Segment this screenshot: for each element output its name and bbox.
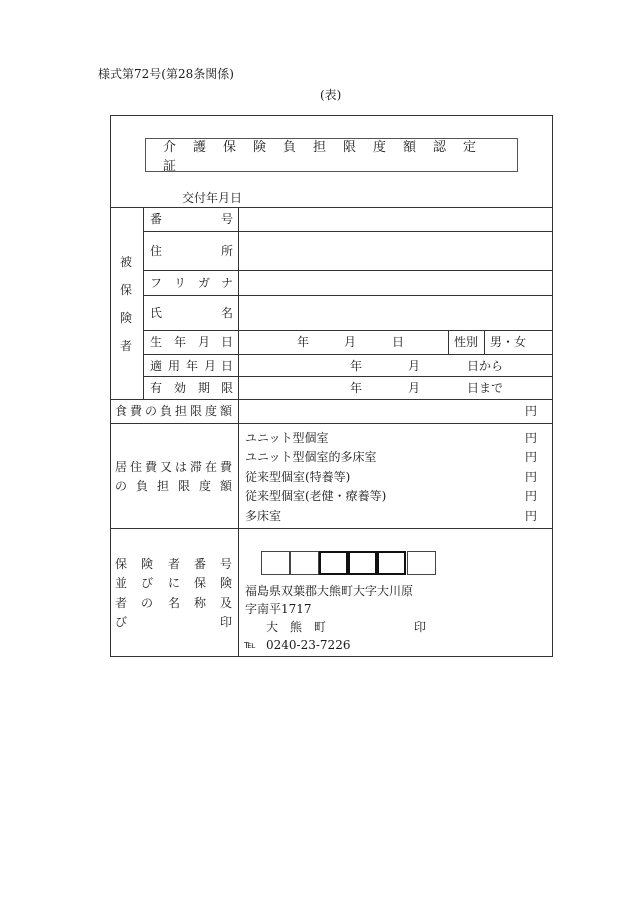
furigana-label-3: ガ bbox=[198, 276, 211, 290]
insurer-label-2-2: び bbox=[141, 576, 154, 590]
food-label-4: 負 bbox=[160, 404, 173, 418]
applicable-label-4: 月 bbox=[204, 359, 217, 373]
validity-month: 月 bbox=[408, 381, 421, 395]
insured-group-char-1: 被 bbox=[120, 255, 133, 269]
validity-label-3: 期 bbox=[198, 381, 211, 395]
applicable-label-2: 用 bbox=[168, 359, 181, 373]
birth-month: 月 bbox=[344, 335, 357, 349]
validity-label-2: 効 bbox=[174, 381, 187, 395]
insurer-number-box-6 bbox=[407, 551, 436, 575]
food-label-7: 度 bbox=[205, 404, 218, 418]
birth-day: 日 bbox=[392, 335, 405, 349]
food-label-8: 額 bbox=[220, 404, 233, 418]
insurer-label-3-3: 名 bbox=[168, 596, 181, 610]
insurer-number-box-2 bbox=[290, 551, 319, 575]
insurer-label-2-4: 保 bbox=[194, 576, 207, 590]
birth-label-4: 日 bbox=[221, 335, 234, 349]
room-unit-5: 円 bbox=[525, 509, 538, 523]
validity-label-4: 限 bbox=[221, 381, 234, 395]
room-name-3: 従来型個室(特養等) bbox=[245, 470, 351, 484]
food-label-1: 食 bbox=[115, 404, 128, 418]
residence-label-1-6: 滞 bbox=[190, 460, 203, 474]
birth-label-2: 年 bbox=[174, 335, 187, 349]
insurer-label-1-5: 号 bbox=[220, 557, 233, 571]
room-unit-4: 円 bbox=[525, 489, 538, 503]
insurer-label-4-left: び bbox=[115, 615, 128, 629]
insurer-label-3-2: の bbox=[141, 596, 154, 610]
room-name-2: ユニット型個室的多床室 bbox=[245, 450, 377, 464]
address-label-2: 所 bbox=[221, 244, 234, 258]
name-label-2: 名 bbox=[221, 306, 234, 320]
insured-group-char-4: 者 bbox=[120, 339, 133, 353]
applicable-day: 日から bbox=[467, 359, 504, 373]
insured-group-char-2: 保 bbox=[120, 283, 133, 297]
insurer-label-1-2: 険 bbox=[141, 557, 154, 571]
birth-label-3: 月 bbox=[198, 335, 211, 349]
number-label-2: 号 bbox=[221, 212, 234, 226]
insured-group-char-3: 険 bbox=[120, 311, 133, 325]
insurer-label-2-5: 険 bbox=[220, 576, 233, 590]
number-label-1: 番 bbox=[150, 212, 163, 226]
food-unit: 円 bbox=[525, 404, 538, 418]
insurer-label-1-3: 者 bbox=[168, 557, 181, 571]
side-label: (表) bbox=[320, 88, 342, 102]
insurer-address-line1: 福島県双葉郡大熊町大字大川原 bbox=[245, 584, 414, 598]
applicable-year: 年 bbox=[350, 359, 363, 373]
residence-label-2-3: 担 bbox=[157, 479, 170, 493]
applicable-label-3: 年 bbox=[186, 359, 199, 373]
furigana-label-2: リ bbox=[174, 276, 187, 290]
form-number: 様式第72号(第28条関係) bbox=[98, 67, 234, 81]
residence-label-1-1: 居 bbox=[115, 460, 128, 474]
furigana-label-4: ナ bbox=[221, 276, 234, 290]
insurer-seal: 印 bbox=[414, 620, 427, 634]
insurer-address-line2: 字南平1717 bbox=[245, 602, 312, 616]
tel-label: ℡ bbox=[244, 638, 256, 651]
insurer-label-2-3: に bbox=[168, 576, 181, 590]
room-unit-3: 円 bbox=[525, 470, 538, 484]
sex-label: 性別 bbox=[454, 335, 479, 349]
applicable-label-1: 適 bbox=[150, 359, 163, 373]
insurer-number-box-1 bbox=[261, 551, 290, 575]
residence-label-1-4: 又 bbox=[160, 460, 173, 474]
validity-day: 日まで bbox=[467, 381, 504, 395]
birth-label-1: 生 bbox=[150, 335, 163, 349]
insurer-label-4-right: 印 bbox=[220, 615, 233, 629]
insurer-label-1-4: 番 bbox=[194, 557, 207, 571]
residence-label-2-5: 度 bbox=[199, 479, 212, 493]
birth-year: 年 bbox=[297, 335, 310, 349]
address-label-1: 住 bbox=[150, 244, 163, 258]
food-label-3: の bbox=[145, 404, 158, 418]
certificate-title: 介護保険負担限度額認定証 bbox=[145, 138, 518, 172]
insurer-tel: 0240-23-7226 bbox=[266, 638, 351, 652]
insurer-label-3-5: 及 bbox=[220, 596, 233, 610]
insurer-label-3-1: 者 bbox=[115, 596, 128, 610]
food-label-6: 限 bbox=[190, 404, 203, 418]
residence-label-1-2: 住 bbox=[130, 460, 143, 474]
residence-label-1-5: は bbox=[175, 460, 188, 474]
residence-label-1-3: 費 bbox=[145, 460, 158, 474]
sex-value: 男・女 bbox=[490, 335, 527, 349]
applicable-label-5: 日 bbox=[221, 359, 234, 373]
furigana-label-1: フ bbox=[150, 276, 163, 290]
room-name-1: ユニット型個室 bbox=[245, 431, 329, 445]
insurer-number-box-3 bbox=[319, 551, 348, 575]
room-unit-2: 円 bbox=[525, 450, 538, 464]
room-name-5: 多床室 bbox=[245, 509, 282, 523]
validity-year: 年 bbox=[350, 381, 363, 395]
insurer-label-2-1: 並 bbox=[115, 576, 128, 590]
residence-label-1-8: 費 bbox=[220, 460, 233, 474]
residence-label-2-2: 負 bbox=[136, 479, 149, 493]
insurer-label-1-1: 保 bbox=[115, 557, 128, 571]
insurer-label-3-4: 称 bbox=[194, 596, 207, 610]
name-label-1: 氏 bbox=[150, 306, 163, 320]
room-name-4: 従来型個室(老健・療養等) bbox=[245, 489, 387, 503]
food-label-5: 担 bbox=[175, 404, 188, 418]
food-label-2: 費 bbox=[130, 404, 143, 418]
residence-label-2-1: の bbox=[115, 479, 128, 493]
insurer-number-box-4 bbox=[348, 551, 377, 575]
residence-label-1-7: 在 bbox=[205, 460, 218, 474]
validity-label-1: 有 bbox=[150, 381, 163, 395]
issue-date-label: 交付年月日 bbox=[182, 191, 243, 205]
applicable-month: 月 bbox=[408, 359, 421, 373]
insurer-name: 大 熊 町 bbox=[266, 620, 327, 634]
room-unit-1: 円 bbox=[525, 431, 538, 445]
insurer-number-box-5 bbox=[377, 551, 406, 575]
residence-label-2-6: 額 bbox=[220, 479, 233, 493]
residence-label-2-4: 限 bbox=[178, 479, 191, 493]
